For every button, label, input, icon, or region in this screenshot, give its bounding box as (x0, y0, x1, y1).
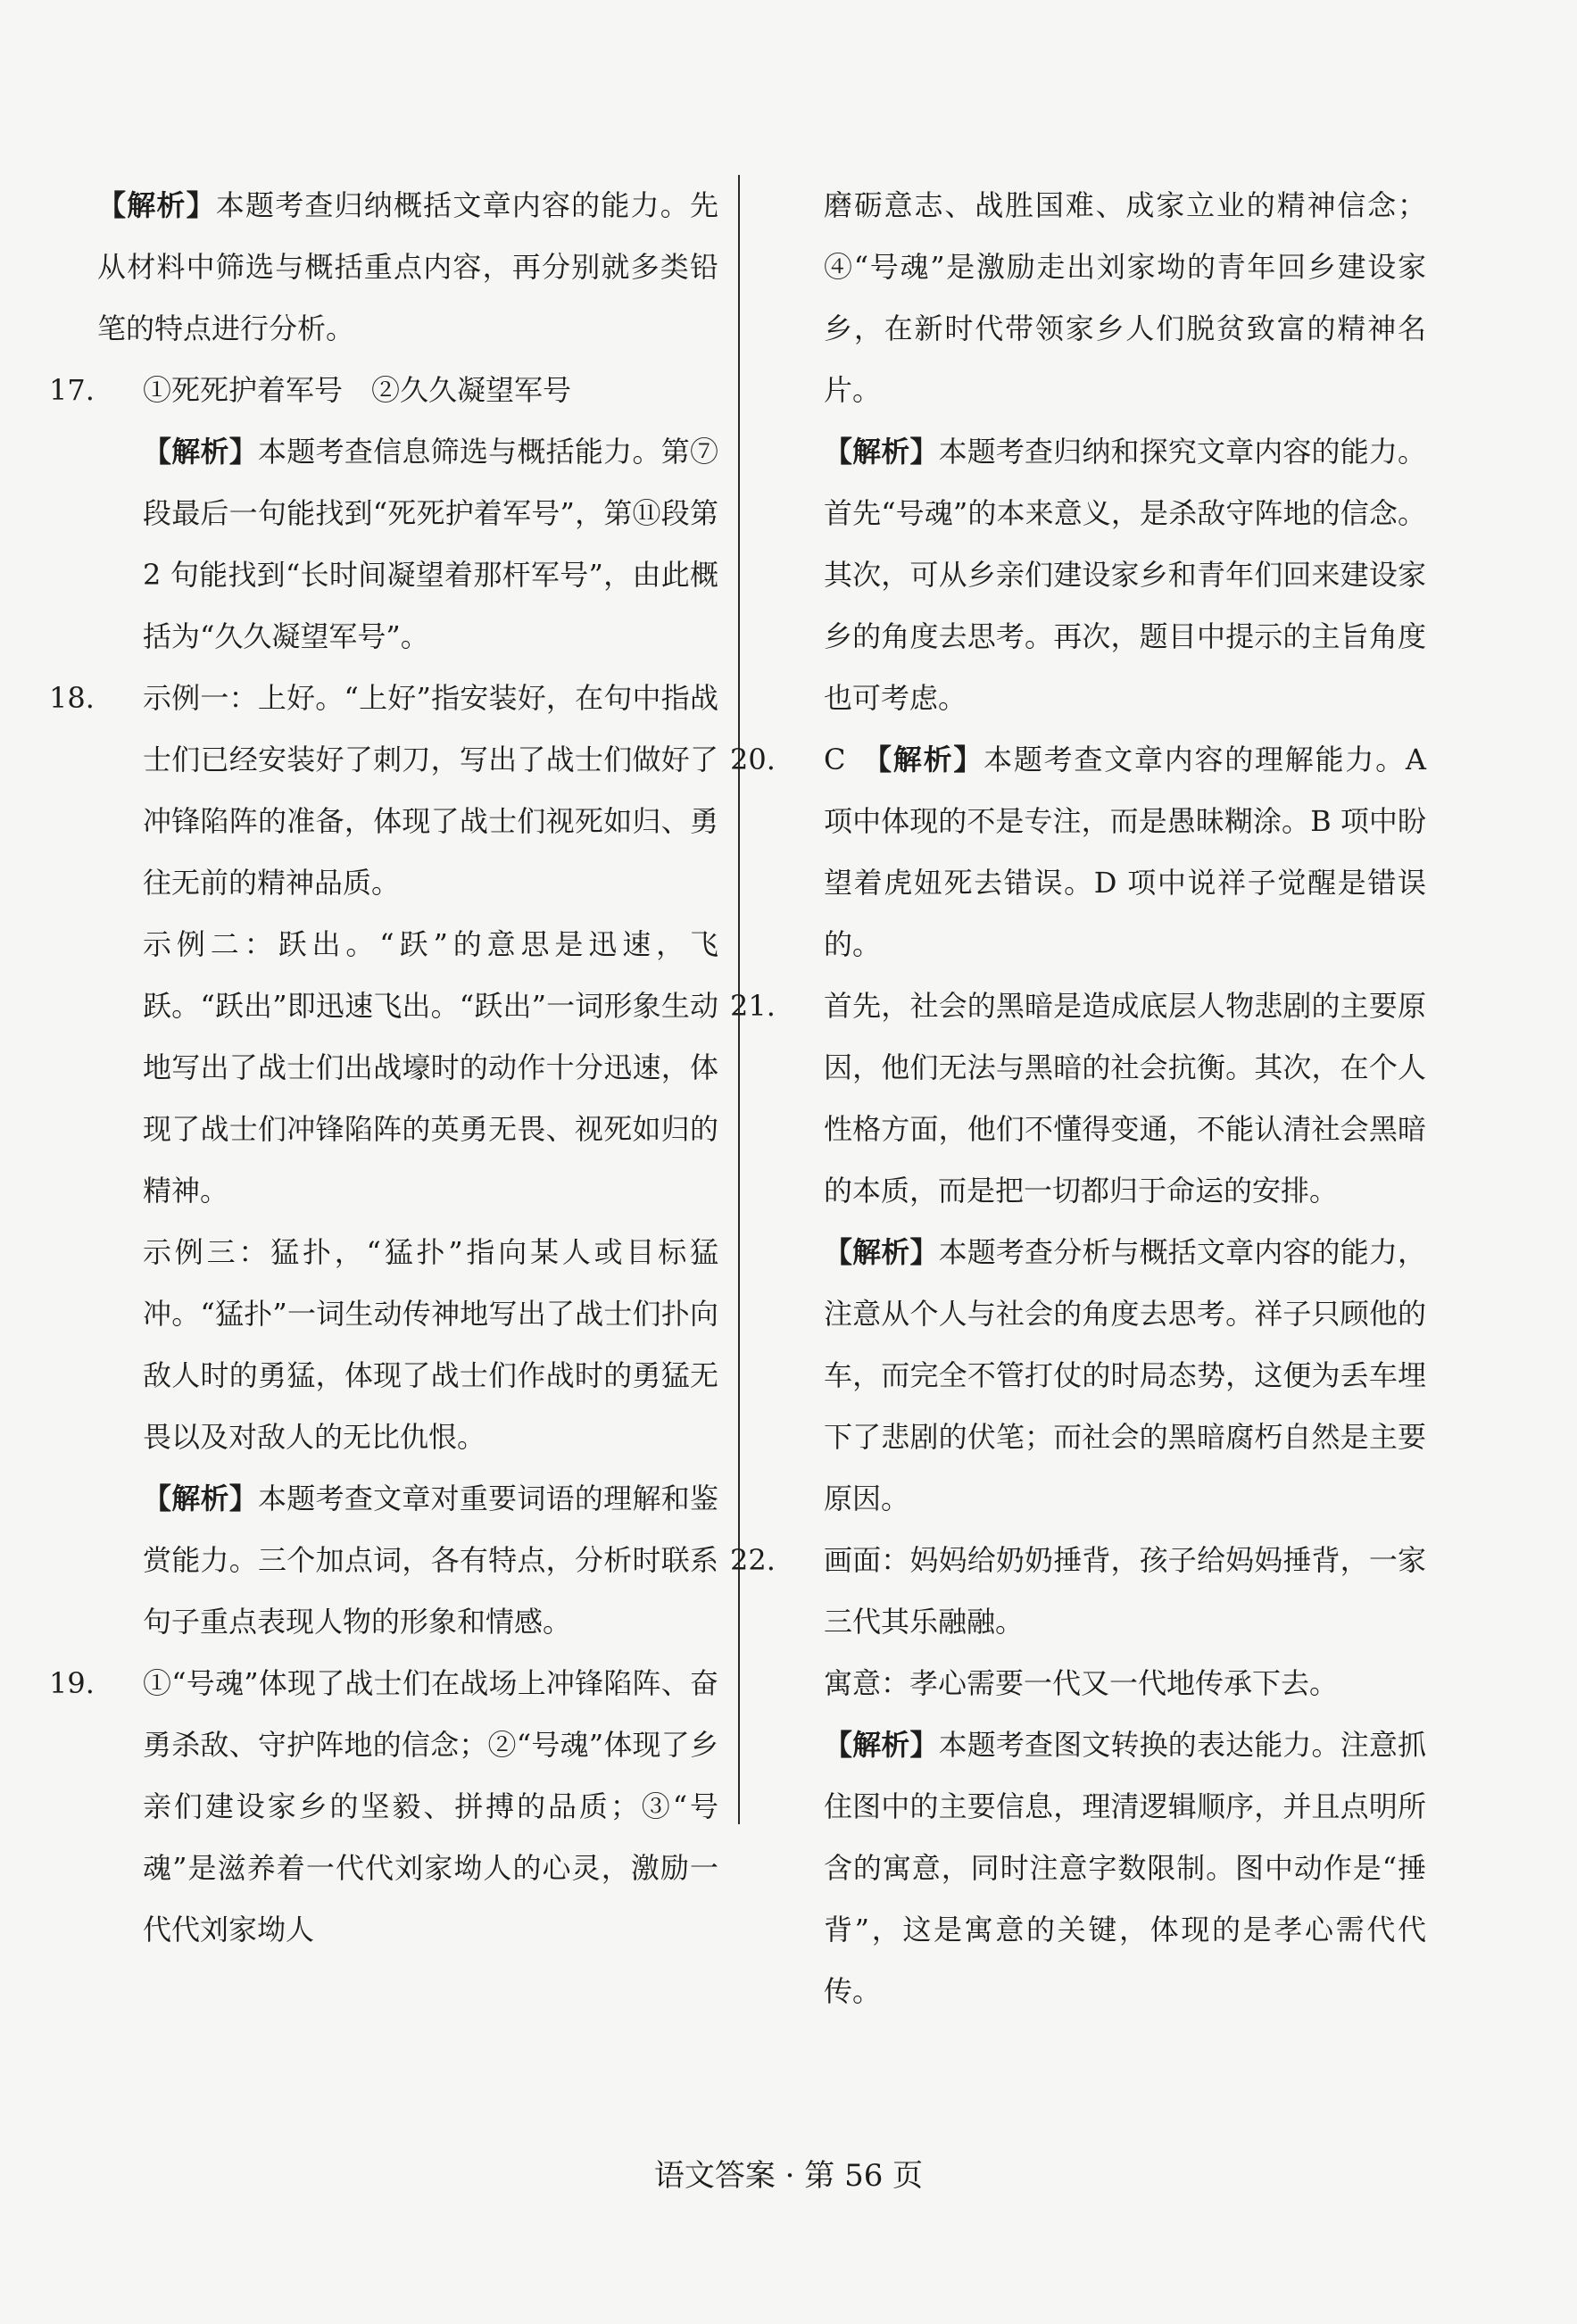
question-number: 19. (49, 1666, 95, 1700)
answer-text: C (824, 743, 878, 776)
analysis-tag: 【解析】 (143, 435, 259, 469)
example-3: 示例三：猛扑，“猛扑”指向某人或目标猛冲。“猛扑”一词生动传神地写出了战士们扑向敌人时的勇猛，体现了战士们作战时的勇猛无畏以及对敌人的无比仇恨。 (143, 1235, 718, 1454)
answer-text: ①死死护着军号 ②久久凝望军号 (143, 373, 572, 407)
question-18 (49, 668, 718, 914)
question-number: 17. (49, 373, 95, 407)
analysis-text: 本题考查图文转换的表达能力。注意抓住图中的主要信息，理清逻辑顺序，并且点明所含的寓意，同时注意字数限制。图中动作是“捶背”，这是寓意的关键，体现的是孝心需代代传。 (824, 1728, 1426, 2008)
analysis-text: 本题考查信息筛选与概括能力。第⑦段最后一句能找到“死死护着军号”，第⑪段第 2 句能找到“长时间凝望着那杆军号”，由此概括为“久久凝望军号”。 (143, 435, 718, 653)
page-footer: 语文答案 · 第 56 页 (653, 2158, 924, 2194)
q19-analysis (775, 421, 1426, 729)
question-number: 18. (49, 681, 95, 715)
picture-description: 画面：妈妈给奶奶捶背，孩子给妈妈捶背，一家三代其乐融融。 (824, 1543, 1426, 1639)
analysis-tag: 【解析】 (877, 743, 984, 776)
question-22 (730, 1530, 1426, 1653)
analysis-tag: 【解析】 (97, 188, 216, 222)
analysis-text: 本题考查归纳和探究文章内容的能力。首先“号魂”的本来意义，是杀敌守阵地的信念。其次，可从乡亲们建设家乡和青年们回来建设家乡的角度去思考。再次，题目中提示的主旨角度也可考虑。 (824, 435, 1426, 715)
q19-continued: 磨砺意志、战胜国难、成家立业的精神信念；④“号魂”是激励走出刘家坳的青年回乡建设家乡，在新时代带领家乡人们脱贫致富的精神名片。 (824, 188, 1426, 407)
left-column (49, 175, 718, 1961)
analysis-tag: 【解析】 (143, 1482, 259, 1515)
question-19 (49, 1653, 718, 1961)
q17-analysis (94, 421, 718, 668)
question-20 (730, 729, 1426, 975)
analysis-text: 本题考查文章对重要词语的理解和鉴赏能力。三个加点词，各有特点，分析时联系句子重点表现人物的形象和情感。 (143, 1482, 718, 1639)
right-column (730, 175, 1426, 2022)
example-1: 示例一：上好。“上好”指安装好，在句中指战士们已经安装好了刺刀，写出了战士们做好了冲锋陷阵的准备，体现了战士们视死如归、勇往无前的精神品质。 (143, 681, 718, 900)
example-2: 示例二：跃出。“跃”的意思是迅速，飞跃。“跃出”即迅速飞出。“跃出”一词形象生动地写出了战士们出战壕时的动作十分迅速，体现了战士们冲锋陷阵的英勇无畏、视死如归的精神。 (143, 927, 718, 1208)
analysis-text: 本题考查分析与概括文章内容的能力，注意从个人与社会的角度去思考。祥子只顾他的车，而完全不管打仗的时局态势，这便为丢车埋下了悲剧的伏笔；而社会的黑暗腐朽自然是主要原因。 (824, 1235, 1426, 1515)
question-number: 22. (730, 1543, 776, 1577)
q22-analysis (775, 1714, 1426, 2022)
q18-analysis (94, 1468, 718, 1653)
answer-text: 首先，社会的黑暗是造成底层人物悲剧的主要原因，他们无法与黑暗的社会抗衡。其次，在个人性格方面，他们不懂得变通，不能认清社会黑暗的本质，而是把一切都归于命运的安排。 (824, 989, 1426, 1208)
q16-analysis (94, 175, 718, 360)
analysis-tag: 【解析】 (824, 1728, 939, 1762)
answer-text: ①“号魂”体现了战士们在战场上冲锋陷阵、奋勇杀敌、守护阵地的信念；②“号魂”体现了乡亲们建设家乡的坚毅、拼搏的品质；③“号魂”是滋养着一代代刘家坳人的心灵，激励一代代刘家坳人 (143, 1666, 718, 1946)
q20-body (824, 729, 1426, 975)
analysis-tag: 【解析】 (824, 1235, 939, 1269)
analysis-text: 本题考查归纳概括文章内容的能力。先从材料中筛选与概括重点内容，再分别就多类铅笔的特点进行分析。 (97, 188, 718, 345)
question-17 (49, 360, 718, 421)
question-number: 20. (730, 743, 776, 776)
q21-analysis (775, 1222, 1426, 1530)
question-number: 21. (730, 989, 776, 1023)
analysis-text: 本题考查文章内容的理解能力。A 项中体现的不是专注，而是愚昧糊涂。B 项中盼望着虎妞死去错误。D 项中说祥子觉醒是错误的。 (824, 743, 1426, 961)
analysis-tag: 【解析】 (824, 435, 939, 469)
meaning-text: 寓意：孝心需要一代又一代地传承下去。 (824, 1666, 1339, 1700)
question-21 (730, 975, 1426, 1222)
